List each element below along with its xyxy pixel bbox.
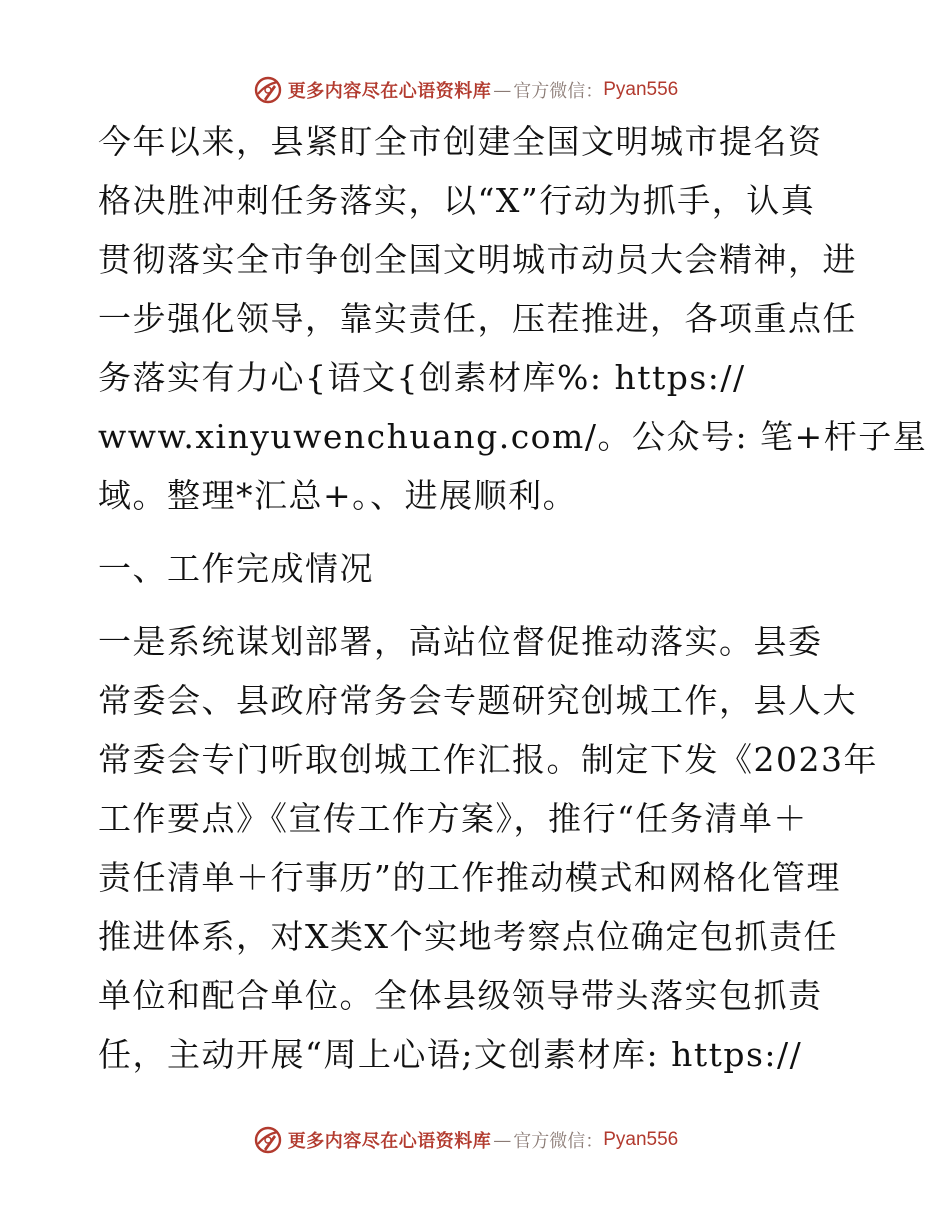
paragraph-line: 单位和配合单位。全体县级领导带头落实包抓责 [98,976,823,1015]
section-heading: 一、工作完成情况 [98,549,374,588]
header-banner [0,70,950,110]
paragraph-line: 责任清单＋行事历”的工作推动模式和网格化管理 [98,858,841,897]
banner-official-label: 官方微信： [513,81,604,102]
banner-wechat-id: Pyan556 [603,1129,679,1150]
paragraph-line: 工作要点》《宣传工作方案》，推行“任务清单＋ [98,799,808,838]
paragraph-line: www.xinyuwenchuang.com/。公众号: 笔+杆子星 [98,417,928,456]
banner-official-label: 官方微信： [513,1131,604,1152]
paragraph-line: 务落实有力心{语文{创素材库%: https:// [98,358,746,397]
paragraph-line: 任，主动开展“周上心语;文创素材库: https:// [98,1035,803,1074]
banner-brand-text: 更多内容尽在心语资料库 [287,81,492,102]
paragraph-line: 格决胜冲刺任务落实，以“X”行动为抓手，认真 [98,181,816,220]
paragraph-line: 今年以来，县紧盯全市创建全国文明城市提名资 [98,122,823,161]
paragraph-line: 一是系统谋划部署，高站位督促推动落实。县委 [98,622,823,661]
paragraph-line: 常委会专门听取创城工作汇报。制定下发《2023年 [98,740,878,779]
paragraph-line: 推进体系，对X类X个实地考察点位确定包抓责任 [98,917,838,956]
paragraph-line: 域。整理*汇总+。、进展顺利。 [98,476,578,515]
paragraph-line: 一步强化领导，靠实责任，压茬推进，各项重点任 [98,299,857,338]
footer-banner [0,1120,950,1160]
brand-logo-icon [252,1124,284,1156]
banner-dash: — [493,79,512,101]
paragraph-line: 贯彻落实全市争创全国文明城市动员大会精神，进 [98,240,857,279]
banner-wechat-id: Pyan556 [603,79,679,100]
brand-logo-icon [252,74,284,106]
banner-dash: — [493,1129,512,1151]
banner-brand-text: 更多内容尽在心语资料库 [287,1131,492,1152]
paragraph-line: 常委会、县政府常务会专题研究创城工作，县人大 [98,681,857,720]
